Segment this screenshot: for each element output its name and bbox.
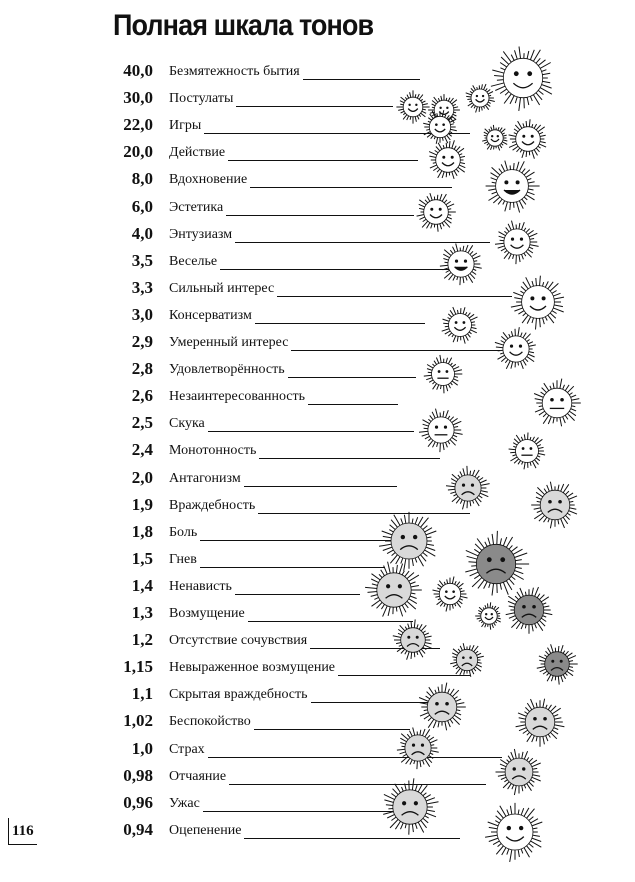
fill-line: [259, 458, 440, 459]
tone-label: Отчаяние: [169, 768, 227, 784]
tone-label: Веселье: [169, 253, 218, 269]
tone-row: [0, 437, 635, 464]
tone-label: Ужас: [169, 795, 200, 811]
fill-line: [229, 784, 486, 785]
tone-row: [0, 248, 635, 275]
tone-row: [0, 817, 635, 844]
tone-label: Монотонность: [169, 443, 257, 459]
tone-value: 0,94: [123, 819, 153, 839]
fill-line: [308, 404, 398, 405]
tone-value: 0,98: [123, 765, 153, 785]
tone-value: 1,1: [131, 684, 153, 704]
tone-value: 2,5: [131, 413, 153, 433]
tone-row: [0, 573, 635, 600]
tone-label: Сильный интерес: [169, 280, 275, 296]
tone-label: Скука: [169, 416, 205, 432]
tone-label: Боль: [169, 524, 198, 540]
tone-row: [0, 546, 635, 573]
tone-label: Беспокойство: [169, 714, 251, 730]
fill-line: [277, 296, 512, 297]
tone-value: 2,8: [131, 359, 153, 379]
fill-line: [203, 811, 398, 812]
tone-label: Ненависть: [169, 578, 232, 594]
tone-row: [0, 166, 635, 193]
tone-label: Гнев: [169, 551, 197, 567]
tone-label: Незаинтересованность: [169, 389, 306, 405]
tone-value: 8,0: [131, 169, 153, 189]
tone-value: 1,8: [131, 521, 153, 541]
tone-row: [0, 139, 635, 166]
tone-value: 20,0: [123, 142, 153, 162]
tone-label: Игры: [169, 118, 202, 134]
tone-value: 3,3: [131, 277, 153, 297]
tone-value: 40,0: [123, 61, 153, 80]
tone-row: [0, 383, 635, 410]
fill-line: [228, 160, 418, 161]
fill-line: [208, 757, 502, 758]
tone-value: 0,96: [123, 792, 153, 812]
fill-line: [220, 269, 462, 270]
tone-row: [0, 302, 635, 329]
fill-line: [255, 323, 425, 324]
tone-label: Постулаты: [169, 91, 234, 107]
tone-value: 2,6: [131, 386, 153, 406]
tone-value: 22,0: [123, 115, 153, 135]
fill-line: [311, 702, 455, 703]
tone-label: Энтузиазм: [169, 226, 233, 242]
tone-label: Действие: [169, 145, 226, 161]
tone-label: Удовлетворённость: [169, 362, 285, 378]
tone-row: [0, 627, 635, 654]
fill-line: [303, 79, 420, 80]
fill-line: [235, 242, 490, 243]
tone-value: 2,0: [131, 467, 153, 487]
tone-row: [0, 492, 635, 519]
page-number: 116: [12, 823, 34, 839]
tone-label: Безмятежность бытия: [169, 64, 300, 79]
fill-line: [244, 486, 397, 487]
tone-value: 1,4: [131, 575, 153, 595]
tone-label: Умеренный интерес: [169, 335, 289, 350]
page-title: Полная шкала тонов: [113, 9, 374, 42]
tone-row: [0, 600, 635, 627]
tone-row: [0, 681, 635, 708]
fill-line: [244, 838, 460, 839]
tone-value: 1,3: [131, 603, 153, 622]
tone-row: [0, 85, 635, 112]
tone-value: 3,0: [131, 304, 153, 324]
tone-value: 1,2: [131, 630, 153, 650]
fill-line: [250, 187, 452, 188]
tone-row: [0, 654, 635, 681]
fill-line: [288, 377, 416, 378]
fill-line: [226, 215, 414, 216]
tone-label: Враждебность: [169, 497, 256, 513]
fill-line: [258, 513, 470, 514]
tone-label: Невыраженное возмущение: [169, 660, 336, 676]
fill-line: [200, 540, 400, 541]
fill-line: [291, 350, 500, 351]
tone-value: 1,15: [123, 657, 153, 677]
tone-value: 6,0: [131, 196, 153, 216]
fill-line: [204, 133, 470, 134]
tone-row: [0, 465, 635, 492]
tone-row: [0, 112, 635, 139]
fill-line: [254, 729, 410, 730]
tone-value: 30,0: [123, 88, 153, 108]
tone-label: Страх: [169, 741, 205, 757]
tone-row: [0, 275, 635, 302]
tone-row: [0, 58, 635, 85]
tone-label: Оцепенение: [169, 822, 242, 838]
tone-value: 1,0: [131, 738, 153, 758]
tone-label: Консерватизм: [169, 307, 252, 323]
tone-row: [0, 410, 635, 437]
fill-line: [248, 621, 413, 622]
fill-line: [208, 431, 414, 432]
tone-row: [0, 708, 635, 735]
tone-value: 4,0: [131, 223, 153, 243]
tone-row: [0, 790, 635, 817]
tone-row: [0, 194, 635, 221]
tone-label: Антагонизм: [169, 470, 241, 486]
tone-label: Эстетика: [169, 199, 224, 215]
tone-value: 1,02: [123, 711, 153, 731]
tone-value: 1,5: [131, 548, 153, 568]
tone-label: Скрытая враждебность: [169, 687, 308, 703]
tone-row: [0, 519, 635, 546]
tone-value: 2,4: [131, 440, 153, 460]
tone-row: [0, 356, 635, 383]
tone-label: Вдохновение: [169, 172, 248, 188]
tone-label: Возмущение: [169, 606, 245, 621]
tone-row: [0, 763, 635, 790]
fill-line: [338, 675, 470, 676]
tone-value: 2,9: [131, 332, 153, 351]
tone-row: [0, 736, 635, 763]
tone-value: 1,9: [131, 494, 153, 514]
tone-row: [0, 221, 635, 248]
tone-row: [0, 329, 635, 356]
fill-line: [236, 106, 393, 107]
fill-line: [200, 567, 385, 568]
fill-line: [235, 594, 360, 595]
tone-label: Отсутствие сочувствия: [169, 633, 308, 649]
fill-line: [310, 648, 440, 649]
tone-value: 3,5: [131, 250, 153, 270]
